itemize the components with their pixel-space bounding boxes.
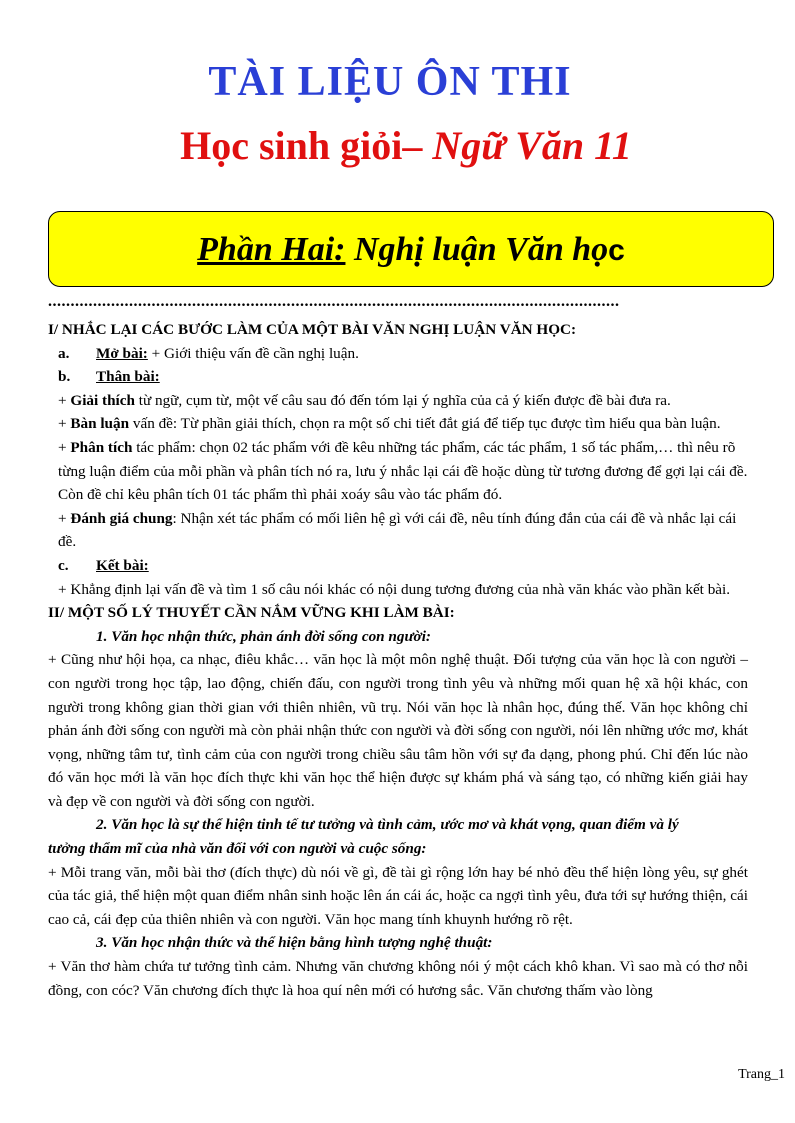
b2-bold: Bàn luận: [70, 415, 130, 433]
b1-prefix: +: [58, 391, 71, 409]
b4-prefix: +: [58, 509, 71, 527]
section2-heading: II/ MỘT SỐ LÝ THUYẾT CẦN NẮM VỮNG KHI LÀM BÀI:: [48, 604, 455, 622]
paragraph-c1: + Khẳng định lại vấn đề và tìm 1 số câu nói khác có nội dung tương đương của nhà văn khác vào phần kết bài.: [58, 580, 731, 598]
subsection-1-text: + Cũng như hội họa, ca nhạc, điêu khắc… văn học là một môn nghệ thuật. Đối tượng của văn học là con người – con người trong học tập, lao động, chiến đấu, con người trong tình yêu và những mối quan hệ xã hội khác, con người trong không gian thời gian với thiên nhiên, vũ trụ. Nói văn học là nhân học, đúng thế. Văn học không chỉ phản ánh đời sống con người mà còn phải nhận thức con người và đời sống con người, nói lên những ước mơ, khát vọng, những tâm tư, tình cảm của con người trong chiều sâu tâm hồn với sự đa dạng, phong phú. Chỉ đến lúc nào đó văn học mới là văn học đích thực khi văn học thể hiện được sự khám phá và sáng tạo, có những kiến giải hay và đẹp về con người và đời sống con người.: [48, 651, 748, 810]
banner-topic: Nghị luận Văn họ: [345, 231, 609, 268]
part-banner: [48, 211, 774, 287]
page-number: Trang_1: [738, 1067, 785, 1082]
list-item-b: [48, 365, 748, 389]
b1-text: từ ngữ, cụm từ, một vế câu sau đó đến tóm lại ý nghĩa của cả ý kiến được đề bài đưa ra.: [134, 391, 671, 409]
list-marker-a: a.: [58, 344, 70, 362]
subtitle-subject: Ngữ Văn 11: [432, 123, 632, 168]
paragraph-b4: [48, 507, 748, 554]
paragraph-b3: [48, 436, 748, 507]
paragraph-b1: [48, 389, 748, 413]
document-title: TÀI LIỆU ÔN THI: [208, 59, 572, 105]
subsection-2-text: + Mỗi trang văn, mỗi bài thơ (đích thực) dù nói về gì, đề tài gì rộng lớn hay bé nhỏ đều thể hiện lòng yêu, sự ghét của tác giả, thể hiện một quan điểm nhân sinh hoặc lên án cái ác, hoặc ca ngợi tình yêu, đưa tới sự hướng thiện, cái cao cả, cái đẹp của thiên nhiên và con người. Văn học mang tính khuynh hướng rõ rệt.: [48, 863, 748, 928]
banner-topic-last: c: [608, 234, 625, 267]
list-label-c: Kết bài:: [96, 556, 149, 574]
b1-bold: Giải thích: [70, 391, 135, 409]
list-marker-b: b.: [58, 368, 71, 386]
subsection-3-text: + Văn thơ hàm chứa tư tưởng tình cảm. Nhưng văn chương không nói ý một cách khô khan. Vì sao mà có thơ nỗi đồng, con cóc? Văn chương đích thực là hoa quí nên mới có hương sắc. Văn chương thấm vào lòng: [48, 958, 748, 999]
list-item-c: [48, 554, 748, 578]
subsection-2-title-cont: tưởng thẩm mĩ của nhà văn đối với con người và cuộc sống:: [48, 840, 427, 858]
list-label-a: Mở bài:: [96, 344, 148, 362]
document-body: [48, 318, 748, 1002]
banner-part-label: Phần Hai:: [197, 231, 346, 268]
list-marker-c: c.: [58, 556, 69, 574]
banner-text: [49, 228, 773, 273]
b3-bold: Phân tích: [70, 438, 133, 456]
document-subtitle: [0, 122, 795, 170]
b4-bold: Đánh giá chung: [70, 509, 173, 527]
b3-text: tác phẩm: chọn 02 tác phẩm với đề kêu những tác phẩm, các tác phẩm, 1 số tác phẩm,… thì nêu rõ từng luận điểm của mỗi phần và phân tích nó ra, lưu ý nhắc lại cái đề hoặc dùng từ tương đương để gợi lại cái đề. Còn đề chỉ kêu phân tích 01 tác phẩm thì phải xoáy sâu vào tác phẩm đó.: [58, 438, 748, 504]
subsection-2-title: 2. Văn học là sự thể hiện tinh tế tư tưởng và tình cảm, ước mơ và khát vọng, quan điểm và lý: [96, 816, 679, 834]
subsection-1-title: 1. Văn học nhận thức, phản ánh đời sống con người:: [96, 627, 431, 645]
subsection-3-title: 3. Văn học nhận thức và thể hiện bằng hình tượng nghệ thuật:: [96, 934, 493, 952]
b3-prefix: +: [58, 438, 71, 456]
list-label-b: Thân bài:: [96, 368, 160, 386]
subtitle-plain: Học sinh giỏi–: [180, 123, 423, 168]
dotted-divider: ...............................................................................................................................: [48, 294, 620, 310]
b4-text: : Nhận xét tác phẩm có mối liên hệ gì với cái đề, nêu tính đúng đắn của cái đề và nhắc lại cái đề.: [58, 509, 737, 551]
list-item-a: [48, 342, 748, 366]
b2-text: vấn đề: Từ phần giải thích, chọn ra một số chi tiết đắt giá để tiếp tục được tìm hiểu qua bàn luận.: [129, 415, 721, 433]
list-text-a: + Giới thiệu vấn đề cần nghị luận.: [147, 344, 359, 362]
paragraph-b2: [48, 412, 748, 436]
section1-heading: I/ NHẮC LẠI CÁC BƯỚC LÀM CỦA MỘT BÀI VĂN NGHỊ LUẬN VĂN HỌC:: [48, 321, 577, 338]
b2-prefix: +: [58, 415, 71, 433]
